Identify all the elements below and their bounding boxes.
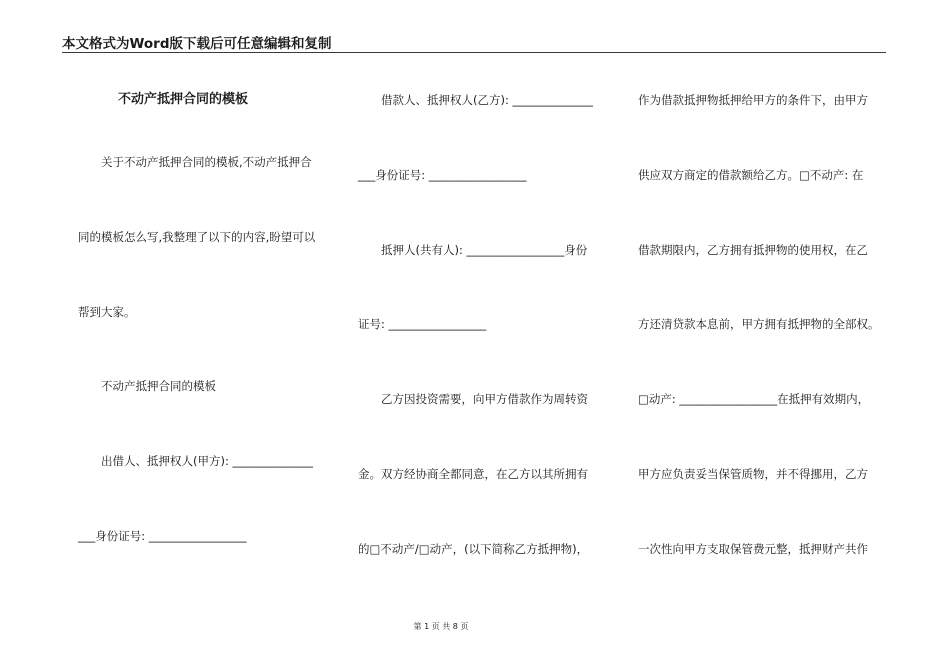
text-line: 供应双方商定的借款额给乙方。□不动产: 在 <box>638 167 864 182</box>
movable-property-field-line: □动产: _________________在抵押有效期内， <box>638 392 870 406</box>
text-line: 借款期限内，乙方拥有抵押物的使用权，在乙 <box>638 242 868 257</box>
text-line: 帮到大家。 <box>78 304 136 319</box>
text-line: 方还清贷款本息前，甲方拥有抵押物的全部权。 <box>638 317 880 332</box>
section-heading: 不动产抵押合同的模板 <box>101 379 216 394</box>
text-line: 的□不动产/□动产，(以下简称乙方抵押物)， <box>358 541 589 556</box>
lender-id-field-line: ___身份证号: _________________ <box>78 528 247 543</box>
document-title: 不动产抵押合同的模板 <box>118 92 249 107</box>
header-rule <box>62 52 886 53</box>
text-line: 金。双方经协商全都同意，在乙方以其所拥有 <box>358 466 588 481</box>
column-middle <box>358 93 608 616</box>
mortgagor-field-line: 抵押人(共有人): _________________身份 <box>381 242 588 257</box>
text-line: 关于不动产抵押合同的模板,不动产抵押合 <box>101 155 312 169</box>
lender-field-line: 出借人、抵押权人(甲方): ______________ <box>101 454 314 468</box>
text-line: 乙方因投资需要，向甲方借款作为周转资 <box>381 392 588 406</box>
header-notice: 本文格式为Word版下载后可任意编辑和复制 <box>62 36 332 52</box>
text-line: 一次性向甲方支取保管费元整，抵押财产共作 <box>638 541 868 556</box>
text-line: 同的模板怎么写,我整理了以下的内容,盼望可以 <box>78 229 316 244</box>
column-right <box>638 93 888 616</box>
page-number: 第 1 页 共 8 页 <box>413 622 469 631</box>
mortgagor-id-field-line: 证号: _________________ <box>358 317 487 332</box>
borrower-id-field-line: ___身份证号: _________________ <box>358 167 527 182</box>
borrower-field-line: 借款人、抵押权人(乙方): ______________ <box>381 93 594 107</box>
text-line: 作为借款抵押物抵押给甲方的条件下，由甲方 <box>638 93 868 107</box>
text-line: 甲方应负责妥当保管质物，并不得挪用，乙方 <box>638 466 868 481</box>
column-left <box>78 93 328 604</box>
